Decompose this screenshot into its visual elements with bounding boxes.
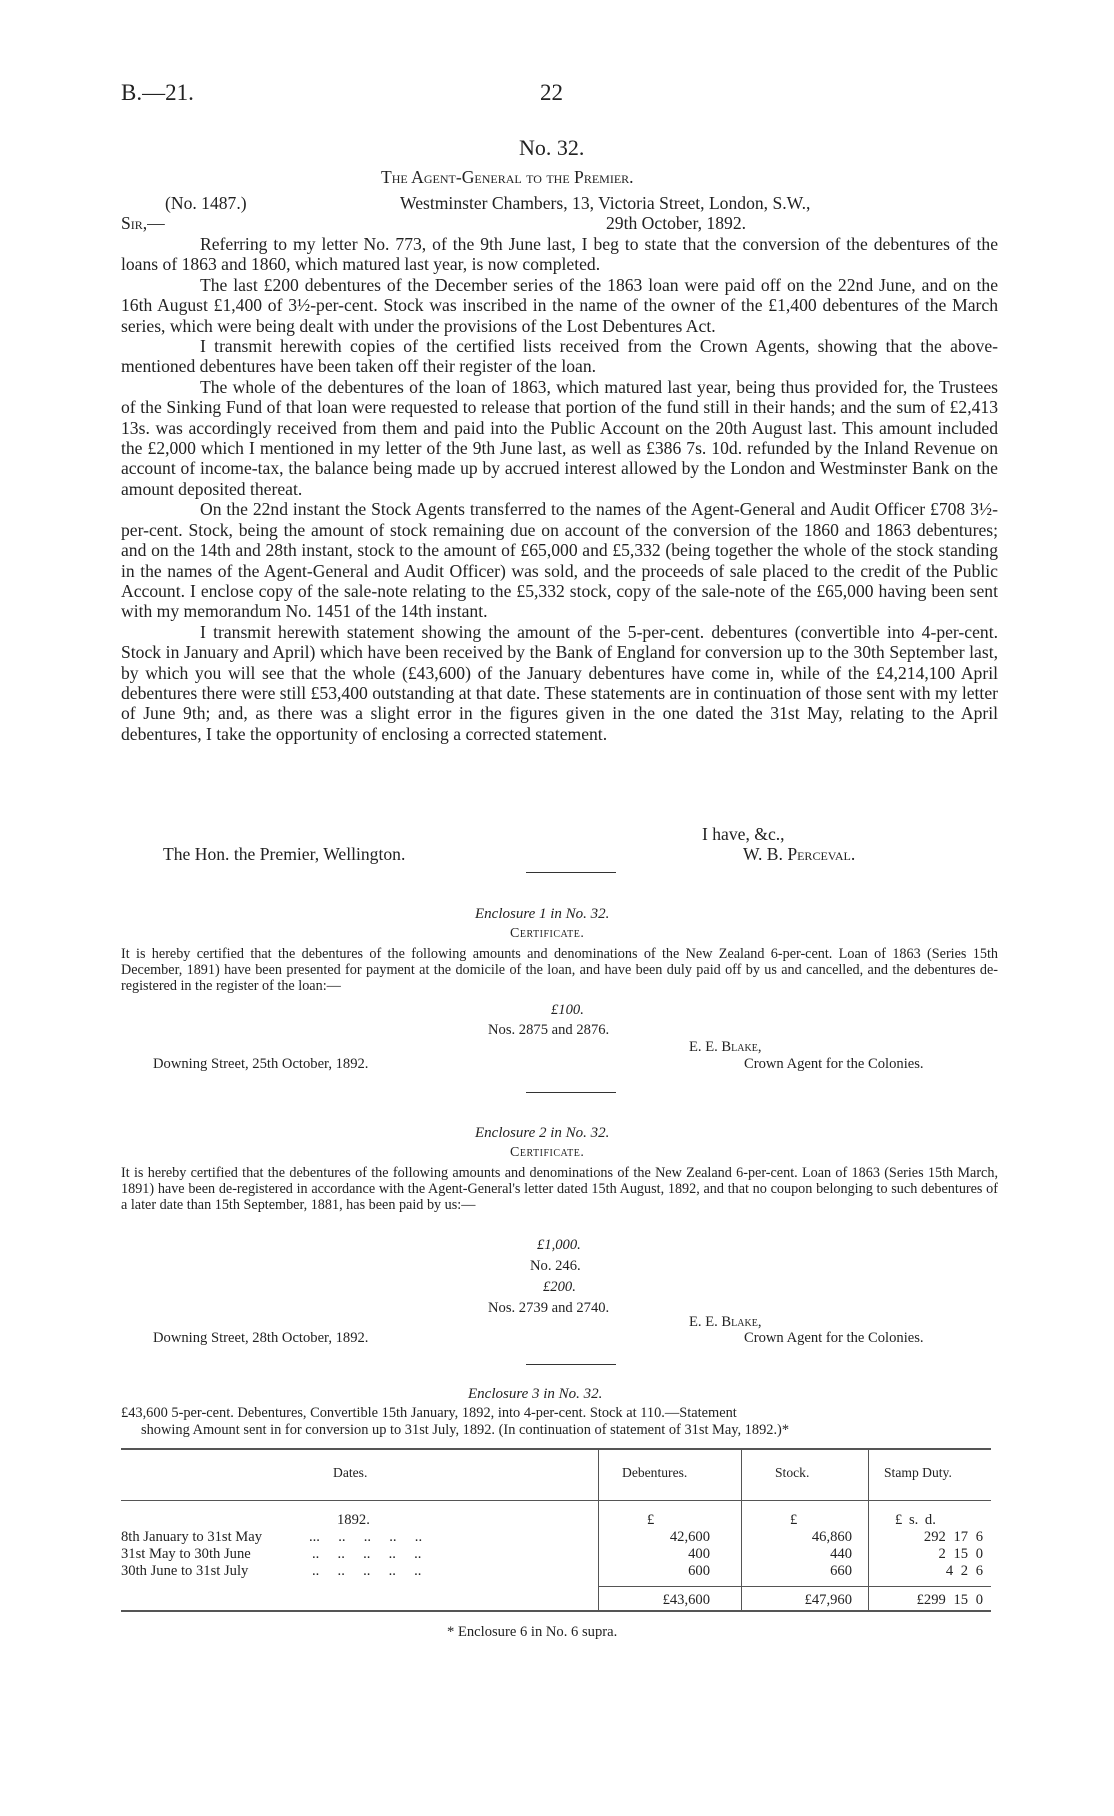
page-number: 22: [540, 80, 563, 105]
table-row-debentures: 600: [688, 1563, 710, 1579]
enclosure2-body-text: It is hereby certified that the debentures of the following amounts and denominations of the New Zealand 6-per-cent. Loan of 1863 (Series 15th March, 1891) have been de-registered in accordance with the Agent-General's letter dated 15th August, 1892, and that no coupon belonging to such debentures of a later date than 15th September, 1881, has been paid by us:—: [121, 1165, 998, 1213]
letter-date: 29th October, 1892.: [606, 213, 747, 233]
table-row-debentures: 400: [688, 1546, 710, 1562]
enclosure2-amount1: £1,000.: [537, 1237, 581, 1253]
table-total-rule: [598, 1586, 991, 1587]
table-row-leader: ... .. .. .. ..: [309, 1529, 423, 1545]
enclosure2-signer-title: Crown Agent for the Colonies.: [744, 1330, 924, 1346]
letter-paragraph: I transmit herewith copies of the certified lists received from the Crown Agents, showing that the above-mentioned debentures have been taken off their register of the loan.: [121, 336, 998, 377]
letter-ref: (No. 1487.): [165, 193, 247, 213]
enclosure1-body-text: It is hereby certified that the debentures of the following amounts and denominations of the New Zealand 6-per-cent. Loan of 1863 (Series 15th December, 1891) have been presented for payment at the domicile of the loan, and have been duly paid off by us and cancelled, and the debentures de-registered in the register of the loan:—: [121, 946, 998, 994]
letter-closing: I have, &c.,: [702, 824, 785, 844]
table-header-debentures: Debentures.: [622, 1465, 688, 1480]
table-row-stock: 46,860: [811, 1529, 852, 1545]
table-row-duty: 2 15 0: [938, 1546, 983, 1562]
enclosure1-amount: £100.: [551, 1002, 584, 1018]
enclosure3-caption-line1: £43,600 5-per-cent. Debentures, Convertible 15th January, 1892, into 4-per-cent. Stock at 110.—Statement: [121, 1405, 737, 1421]
table-row-date: 8th January to 31st May: [121, 1529, 263, 1545]
table-header-stamp-duty: Stamp Duty.: [884, 1465, 952, 1480]
letter-signature: W. B. Perceval.: [743, 844, 856, 864]
table-currency-duty: £ s. d.: [895, 1512, 936, 1528]
table-row-debentures: 42,600: [669, 1529, 710, 1545]
table-bottom-rule: [121, 1610, 991, 1612]
enclosure1-place-date: Downing Street, 25th October, 1892.: [153, 1056, 369, 1072]
enclosure2-place-date: Downing Street, 28th October, 1892.: [153, 1330, 369, 1346]
enclosure2-signer: E. E. Blake,: [689, 1314, 762, 1330]
section-divider: [526, 1092, 616, 1093]
table-header-stock: Stock.: [775, 1465, 810, 1480]
enclosure1-title: Enclosure 1 in No. 32.: [475, 906, 610, 922]
enclosure1-nos: Nos. 2875 and 2876.: [488, 1022, 610, 1038]
table-header-dates: Dates.: [333, 1465, 368, 1480]
letter-body: [121, 234, 998, 744]
letter-paragraph: Referring to my letter No. 773, of the 9th June last, I beg to state that the conversion of the debentures of the loans of 1863 and 1860, which matured last year, is now completed.: [121, 234, 998, 275]
enclosure3-footnote: * Enclosure 6 in No. 6 supra.: [447, 1624, 618, 1640]
enclosure3-caption-line2: showing Amount sent in for conversion up to 31st July, 1892. (In continuation of statement of 31st May, 1892.)*: [141, 1422, 790, 1438]
table-row-leader: .. .. .. .. ..: [312, 1563, 422, 1579]
enclosure2-amount2: £200.: [543, 1279, 576, 1295]
table-row-duty: 292 17 6: [923, 1529, 983, 1545]
enclosure1-signer-title: Crown Agent for the Colonies.: [744, 1056, 924, 1072]
letter-from-to: The Agent-General to the Premier.: [381, 167, 634, 187]
table-header-rule: [121, 1500, 991, 1501]
table-row-stock: 660: [830, 1563, 852, 1579]
table-row-stock: 440: [830, 1546, 852, 1562]
table-top-rule: [121, 1448, 991, 1450]
enclosure2-title: Enclosure 2 in No. 32.: [475, 1125, 610, 1141]
section-divider: [526, 1364, 616, 1365]
enclosure2-no1: No. 246.: [530, 1258, 581, 1274]
series-code: B.—21.: [121, 80, 194, 105]
enclosure1-body: [121, 946, 998, 994]
table-total-stock: £47,960: [804, 1592, 852, 1608]
table-row-date: 30th June to 31st July: [121, 1563, 249, 1579]
letter-addressee: The Hon. the Premier, Wellington.: [163, 844, 406, 864]
table-row-leader: .. .. .. .. ..: [312, 1546, 422, 1562]
table-total-debentures: £43,600: [662, 1592, 710, 1608]
letter-salutation: Sir,—: [121, 213, 165, 233]
table-currency-stock: £: [790, 1512, 798, 1528]
letter-address: Westminster Chambers, 13, Victoria Street, London, S.W.,: [400, 193, 811, 213]
table-total-duty: £299 15 0: [916, 1592, 983, 1608]
letter-number: No. 32.: [519, 135, 585, 160]
letter-paragraph: The last £200 debentures of the December series of the 1863 loan were paid off on the 22nd June, and on the 16th August £1,400 of 3½-per-cent. Stock was inscribed in the name of the owner of the £1,400 debentures of the March series, which were being dealt with under the provisions of the Lost Debentures Act.: [121, 274, 998, 336]
enclosure2-heading: Certificate.: [510, 1145, 585, 1160]
table-year: 1892.: [337, 1512, 370, 1528]
table-row-date: 31st May to 30th June: [121, 1546, 251, 1562]
enclosure3-title: Enclosure 3 in No. 32.: [468, 1386, 603, 1402]
letter-paragraph: On the 22nd instant the Stock Agents transferred to the names of the Agent-General and Audit Officer £708 3½-per-cent. Stock, being the amount of stock remaining due on account of the conversion of the 1860 and 1863 debentures; and on the 14th and 28th instant, stock to the amount of £65,000 and £5,332 (being together the whole of the stock standing in the names of the Agent-General and Audit Officer) was sold, and the proceeds of sale placed to the credit of the Public Account. I enclose copy of the sale-note relating to the £5,332 stock, copy of the sale-note of the £65,000 having been sent with my memorandum No. 1451 of the 14th instant.: [121, 499, 998, 622]
letter-paragraph: I transmit herewith statement showing the amount of the 5-per-cent. debentures (convertible into 4-per-cent. Stock in January and April) which have been received by the Bank of England for conversion up to the 30th September last, by which you will see that the whole (£43,600) of the January debentures have come in, while of the £4,214,100 April debentures there were still £53,400 outstanding at that date. These statements are in continuation of those sent with my letter of June 9th; and, as there was a slight error in the figures given in the one dated the 31st May, relating to the April debentures, I take the opportunity of enclosing a corrected statement.: [121, 621, 998, 744]
enclosure2-nos2: Nos. 2739 and 2740.: [488, 1300, 610, 1316]
enclosure1-signer: E. E. Blake,: [689, 1039, 762, 1055]
section-divider: [526, 872, 616, 873]
enclosure2-body: [121, 1165, 998, 1213]
table-currency-debentures: £: [647, 1512, 655, 1528]
enclosure1-heading: Certificate.: [510, 926, 585, 941]
letter-paragraph: The whole of the debentures of the loan of 1863, which matured last year, being thus provided for, the Trustees of the Sinking Fund of that loan were requested to release that portion of the fund still in their hands; and the sum of £2,413 13s. was accordingly received from them and paid into the Public Account on the 20th August last. This amount included the £2,000 which I mentioned in my letter of the 9th June last, as well as £386 7s. 10d. refunded by the Inland Revenue on account of income-tax, the balance being made up by accrued interest allowed by the London and Westminster Bank on the amount deposited thereat.: [121, 376, 998, 499]
table-row-duty: 4 2 6: [945, 1563, 983, 1579]
